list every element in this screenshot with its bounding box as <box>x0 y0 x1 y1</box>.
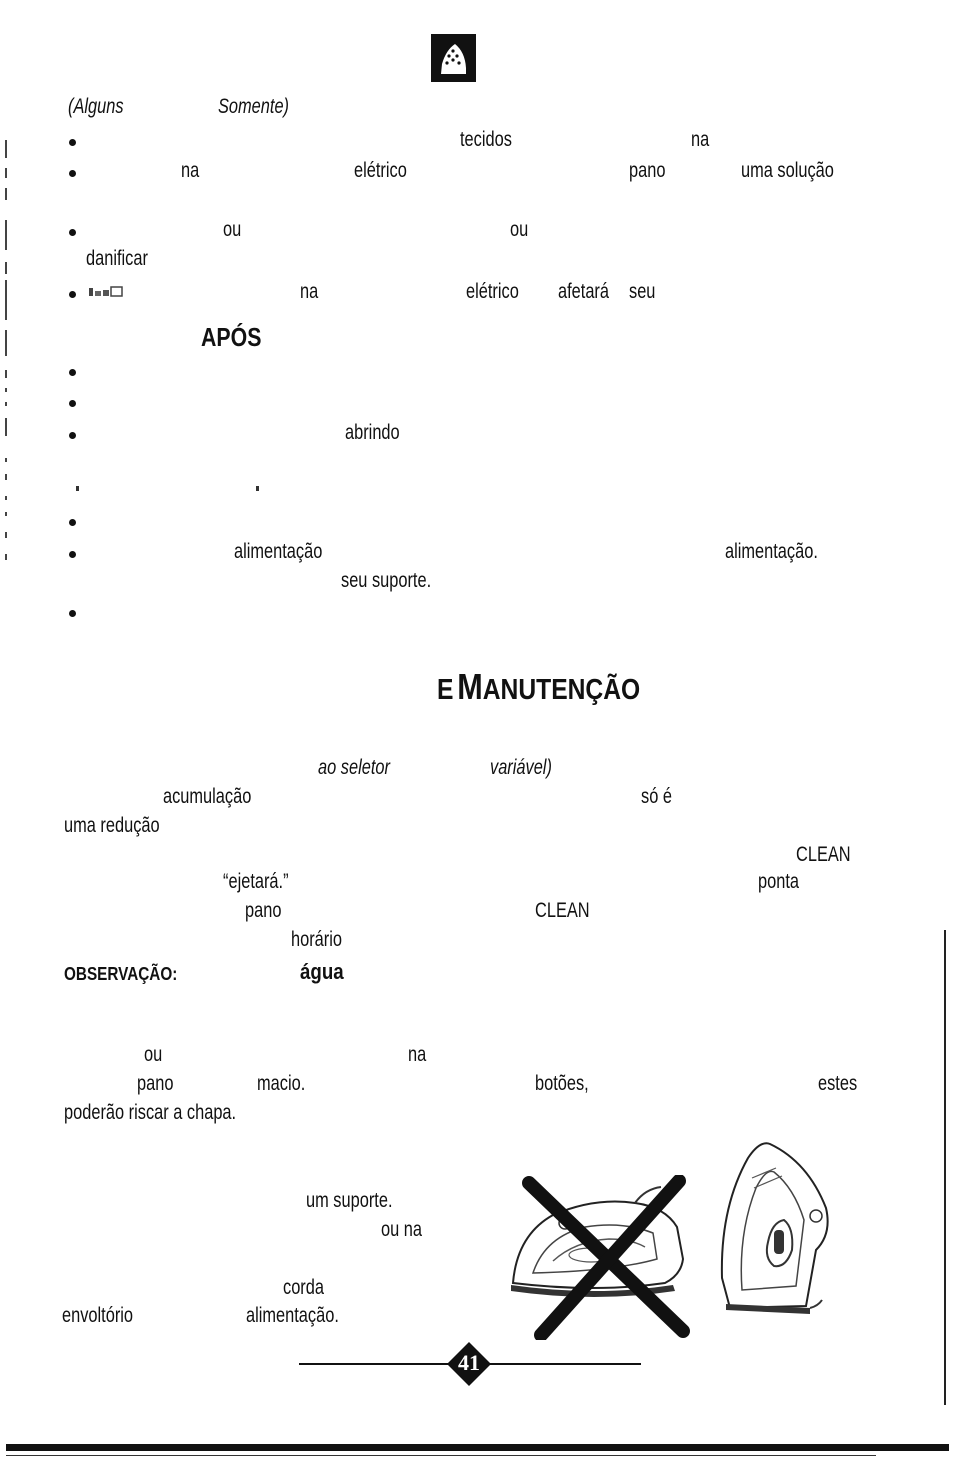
text-variavel: variável) <box>490 756 552 779</box>
text-clean: CLEAN <box>796 843 851 866</box>
text-na: na <box>181 159 200 182</box>
page-number: 41 <box>458 1350 480 1375</box>
page-number-rule-right <box>490 1363 641 1365</box>
text-alimentacao: alimentação. <box>246 1304 339 1327</box>
text-eletrico: elétrico <box>466 280 519 303</box>
section-title <box>437 666 640 708</box>
bullet <box>69 139 76 146</box>
text-estes: estes <box>818 1072 858 1095</box>
text-ou: ou <box>510 218 529 241</box>
text-so-e: só é <box>641 785 672 808</box>
text-ou-na: ou na <box>381 1218 422 1241</box>
text-envoltorio: envoltório <box>62 1304 134 1327</box>
text-pano: pano <box>629 159 666 182</box>
text-eletrico: elétrico <box>354 159 407 182</box>
text-pano: pano <box>137 1072 174 1095</box>
text-abrindo: abrindo <box>345 421 400 444</box>
steam-iron-icon <box>431 34 476 82</box>
text-ao-seletor: ao seletor <box>318 756 390 779</box>
text-alguns: (Alguns <box>68 95 124 118</box>
bullet <box>69 291 76 298</box>
section-title-e: E <box>437 674 454 706</box>
text-somente: Somente) <box>218 95 290 118</box>
text-tecidos: tecidos <box>460 128 512 151</box>
page-number-rule-left <box>299 1363 449 1365</box>
tick-mark <box>256 486 259 491</box>
section-title-m: M <box>457 666 483 707</box>
text-agua: água <box>300 959 344 984</box>
text-na: na <box>408 1043 427 1066</box>
text-na: na <box>300 280 319 303</box>
tick-mark <box>76 486 79 491</box>
label-observacao: OBSERVAÇÃO: <box>64 964 178 984</box>
bullet <box>69 519 76 526</box>
text-seu: seu <box>629 280 656 303</box>
text-macio: macio. <box>257 1072 306 1095</box>
text-uma-reducao: uma redução <box>64 814 160 837</box>
right-margin-rule <box>944 930 946 1405</box>
text-ou: ou <box>223 218 242 241</box>
text-acumulacao: acumulação <box>163 785 252 808</box>
text-ponta: ponta <box>758 870 799 893</box>
section-title-rest: ANUTENÇÃO <box>482 674 641 706</box>
bullet <box>69 369 76 376</box>
text-ejetara: “ejetará.” <box>223 870 289 893</box>
iron-lying-flat-crossed-image <box>505 1175 695 1340</box>
text-ou: ou <box>144 1043 163 1066</box>
text-alimentacao: alimentação. <box>725 540 818 563</box>
bullet <box>69 170 76 177</box>
heading-apos: APÓS <box>201 322 262 352</box>
scan-artifact-marks <box>5 140 9 570</box>
bullet <box>69 610 76 617</box>
iron-standing-on-heel-image <box>712 1138 837 1320</box>
text-um-suporte: um suporte. <box>306 1189 393 1212</box>
bottom-rule <box>6 1444 949 1451</box>
text-na: na <box>691 128 710 151</box>
text-afetara: afetará <box>558 280 610 303</box>
bottom-rule-thin <box>6 1455 876 1456</box>
text-danificar: danificar <box>86 247 148 270</box>
text-botoes: botões, <box>535 1072 589 1095</box>
text-seu-suporte: seu suporte. <box>341 569 432 592</box>
text-horario: horário <box>291 928 342 951</box>
illegible-glyphs <box>88 285 124 299</box>
bullet <box>69 432 76 439</box>
bullet <box>69 551 76 558</box>
text-poderao-riscar: poderão riscar a chapa. <box>64 1101 237 1124</box>
text-corda: corda <box>283 1276 324 1299</box>
text-uma-solucao: uma solução <box>741 159 834 182</box>
bullet <box>69 400 76 407</box>
text-pano: pano <box>245 899 282 922</box>
bullet <box>69 229 76 236</box>
text-clean: CLEAN <box>535 899 590 922</box>
text-alimentacao: alimentação <box>234 540 323 563</box>
